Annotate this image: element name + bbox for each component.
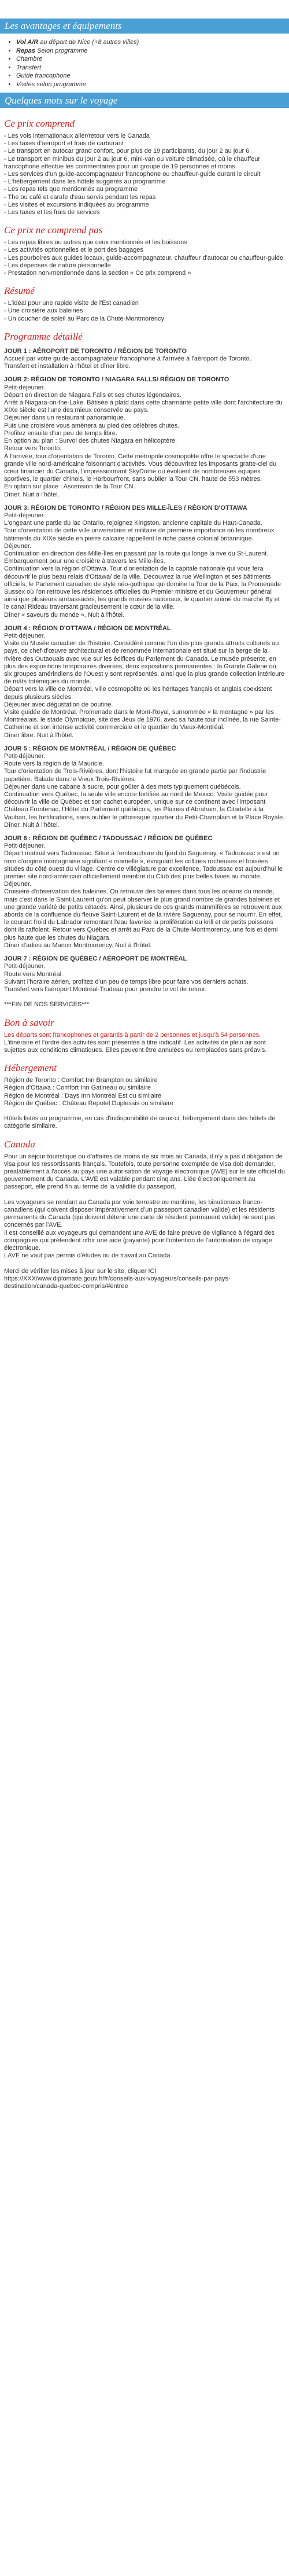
- advantage-label: Vol A/R: [16, 39, 39, 46]
- advantage-text: Visites selon programme: [16, 80, 86, 88]
- day-title: JOUR 5 : RÉGION DE MONTRÉAL / RÉGION DE QUÉBEC: [4, 745, 176, 752]
- advantage-item: [16, 80, 288, 89]
- advantage-item: [16, 47, 288, 56]
- good-to-know-heading: Bon à savoir: [4, 1017, 54, 1028]
- day-text: Accueil par votre guide-accompagnateur francophone à l'arrivée à l'aéroport de Toronto. Transfert et installation à l'hôtel et dîner libre.: [4, 355, 251, 370]
- advantages-banner: [0, 19, 289, 34]
- departure-guarantee: Les départs sont francophones et garantis à partir de 2 personnes et jusqu'à 54 personnes.: [4, 1031, 261, 1039]
- day-text: Petit-déjeuner. Route vers la région de la Mauricie. Tour d'orientation de Trois-Rivières, dont l'histoire fut marquée en grande partie par l'industrie papetière. Balade dans le Vieux Trois-Rivières. Déjeuner dans une cabane à sucre, pour goûter à des mets typiquement québécois. Continuation vers Québec, la seule ville encore fortifiée au nord de Mexico. Visite guidée pour découvrir la ville de Québec et son cachet européen, unique sur ce continent avec l'imposant Château Frontenac, l'Hôtel du Parlement québécois, les Plaines d'Abraham, la Citadelle à la Vauban, les fortifications, sans oublier le pittoresque quartier du Petit-Champlain et la Place Royale. Dîner. Nuit à l'hôtel.: [4, 753, 285, 829]
- day-text: Petit-déjeuner. Départ en direction de Niagara Falls et ses chutes légendaires. Arrêt à Niagara-on-the-Lake. Bâtisée à platd dans cette charmante petite ville dont l'architecture du XIXe siècle est l'une des mieux conservée au pays. Déjeuner dans un restaurant panoramique. Puis une croisière vous amènera au pied des célèbres chutes. Profitez ensuite d'un peu de temps libre. En option au plan : Survol des chutes Niagara en hélicoptère. Retour vers Toronto. À l'arrivée, tour d'orientation de Toronto. Cette métropole cosmopolite offre le spectacle d'une grande ville nord-américaine foisonnant d'activités. Vous découvrirez les imposants gratte-ciel du cœur financier du Canada, l'impressionnant SkyDome où évoluent de nombreuses équipes sportives, le quartier chinois, le Harbourfront, sans oublier la Tour CN, haute de 553 mètres. En option sur place : Ascension de la Tour CN. Dîner. Nuit à l'hôtel.: [4, 384, 283, 498]
- day-title: JOUR 7 : RÉGION DE QUÉBEC / AÉROPORT DE MONTRÉAL: [4, 955, 187, 963]
- advantage-text: Chambre: [16, 56, 43, 63]
- day-title: JOUR 2: RÉGION DE TORONTO / NIAGARA FALLS/ RÉGION DE TORONTO: [4, 376, 229, 384]
- summary-heading: Résumé: [4, 285, 35, 297]
- canada-heading: Canada: [4, 1138, 35, 1150]
- trip-content: [4, 116, 285, 2569]
- advantage-item: [16, 64, 288, 72]
- good-to-know-text: L'itinéraire et l'ordre des activités sont présentés à titre indicatif. Les activités de plein air sont sujettes aux conditions climatiques. Elles peuvent être annulées ou remplacées sans préavis.: [4, 1039, 267, 1054]
- advantage-text: Transfert: [16, 64, 42, 71]
- advantage-item: [16, 55, 288, 64]
- trip-banner: [0, 93, 289, 108]
- summary-text: - L'idéal pour une rapide visite de l'Est canadien - Une croisière aux baleines - Un coucher de soleil au Parc de la Chute-Montmorency: [4, 300, 164, 322]
- advantage-text: Guide francophone: [16, 72, 71, 80]
- day-text: Petit-déjeuner. Visite du Musée canadien de l'histoire. Considéré comme l'un des plus grands attraits culturels au pays, ce chef-d'œuvre architectural et de renommée internationale est situé sur la berge de la rivière des Outaouais avec vue sur les édifices du Parlement du Canada. Le musée présente, en plus des expositions temporaires diverses, deux expositions permanentes : la Grande Galerie où six groupes amérindiens de l'Ouest y sont représentés, ainsi que la plus grande collection intérieure de mâts totémiques du monde. Départ vers la ville de Montréal, ville cosmopolite où les héritages français et anglais coexistent depuis plusieurs siècles. Déjeuner avec dégustation de poutine. Visite guidée de Montréal. Promenade dans le Mont-Royal, surnommée « la montagne » par les Montréalais, le stade Olympique, site des Jeux de 1976, avec sa haute tour inclinée, la rue Sainte-Catherine et son intense activité commerciale et le quartier du Vieux-Montréal. Dîner libre. Nuit à l'hôtel.: [4, 632, 285, 739]
- advantage-item: [16, 38, 288, 47]
- canada-text: Pour un séjour touristique ou d'affaires de moins de six mois au Canada, il n'y a pas d'obligation de visa pour les ressortissants français. Toutefois, toute personne exemptée de visa doit demander, préalablement à l'accès au pays une autorisation de voyage électronique (AVE) sur le site officiel du gouvernement du Canada. L'AVE est valable pendant cinq ans. Liée électroniquement au passeport, elle prend fin au terme de la validité du passeport. Les voyageurs se rendant au Canada par voie terrestre ou maritime, les binationaux franco-canadiens (qui doivent disposer impérativement d'un passeport canadien valide) et les résidents permanents du Canada (qui doivent détenir une carte de résident permanent valide) ne sont pas concernés par l'AVE. Il est conseillé aux voyageurs qui demandent une AVE de faire preuve de vigilance à l'égard des compagnies qui prétendent offrir une aide (payante) pour l'obtention de l'autorisation de voyage électronique. LAVE ne vaut pas permis d'études ou de travail au Canada. Merci de vérifier les mises à jour sur le site, cliquer ICI https://XXX/www.diplomatie.gouv.fr/fr/conseils-aux-voyageurs/conseils-par-pays-destination/canada-quebec-compris/#entree: [4, 1153, 285, 1290]
- lodging-text: Région de Toronto : Comfort Inn Brampton ou similaire Région d'Ottawa : Comfort Inn Gatineau ou similaire Région de Montréal : Days Inn Montréal Est ou similaire Région de Québec : Château Repotel Duplessis ou similaire Hôtels listés au programme, en cas d'indisponibilité de ceux-ci, hébergement dans des hôtels de catégorie similaire.: [4, 1077, 276, 1130]
- not-included-heading: Ce prix ne comprend pas: [4, 225, 103, 236]
- advantage-label: Repas: [16, 47, 36, 54]
- day-title: JOUR 1 : AÉROPORT DE TORONTO / RÉGION DE TORONTO: [4, 347, 187, 355]
- day-title: JOUR 3: RÉGION DE TORONTO / RÉGION DES MILLE-ÎLES / RÉGION D'OTTAWA: [4, 504, 247, 511]
- included-text: - Les vols internationaux aller/retour vers le Canada - Les taxes d'aéroport et frais de carburant - Le transport en autocar grand confort, pour plus de 19 participants, du jour 2 au jour 6 - Le transport en minibus du jour 2 au jour 6, mini-van ou voiture climatisée, où le chauffeur francophone effectue les commentaires pour un groupe de 19 personnes et moins - Les services d'un guide-accompagnateur francophone ou chauffeur-guide durant le circuit - L'hébergement dans les hôtels suggérés au programme - Les repas tels que mentionnés au programme - The ou café et carafe d'eau servis pendant les repas - Les visites et excursions indiquées au programme - Les taxes et les frais de services: [4, 133, 261, 216]
- day-title: JOUR 4 : RÉGION D'OTTAWA / RÉGION DE MONTRÉAL: [4, 624, 171, 632]
- program-days: [4, 348, 285, 1009]
- day-text: Petit-déjeuner. L'ongeant une partie du lac Ontario, rejoignez Kingston, ancienne capitale du Haut-Canada. Tour d'orientation de cette ville universitaire et militaire de première importance où les nombreux bâtiments du XIXe siècle en pierre calcaire rappellent le riche passé colonial britannique. Déjeuner. Continuation en direction des Mille-Îles en passant par la route qui longe la rive du St-Laurent. Embarquement pour une croisière à travers les Mille-Îles. Continuation vers la région d'Ottawa. Tour d'orientation de la capitale nationale qui vous fera découvrir le plus beau relais d'Ottawa/ de la ville. Découvrez la rue Wellington et ses bâtiments officiels, le Parlement canadien de style néo-gothique qui domine la Tour de la Paix, la Promenade Sussex où l'on retrouve les résidences officielles du Premier ministre et du Gouverneur général ainsi que plusieurs ambassades, les grands musées nationaux, le quartier animé du marché By et le canal Rideau traversant gracieusement le cœur de la ville. Dîner « saveurs du monde ». Nuit à l'hôtel.: [4, 511, 281, 619]
- day-title: JOUR 6 : RÉGION DE QUÉBEC / TADOUSSAC / RÉGION DE QUÉBEC: [4, 835, 213, 842]
- lodging-heading: Hébergement: [4, 1062, 57, 1074]
- day-text: Petit-déjeuner. Départ matinal vers Tadoussac. Situé à l'embouchure du fjord du Saguenay, « Tadoussac » est un nom d'origine montagnaise signifiant « mamelle », évoquant les collines rocheuses et boisées situées du côté ouest du village. Centre de villégiature par excellence, Tadoussac est aujourd'hui le premier site nord-américain officiellement membre du Club des plus belles baies au monde. Déjeuner. Croisière d'observation des baleines. On retrouve des baleines dans tous les océans du monde, mais c'est dans le Saint-Laurent qu'on peut observer le plus grand nombre de grandes baleines et une grande variété de petits cétacés. Ainsi, plusieurs de ces grands mammifères se retrouvent aux abords de la confluence du fleuve Saint-Laurent et de la rivière Saguenay, pour se nourrir. En effet, le courant froid du Labrador remontant l'eau favorise la prolifération du krill et de petits poissons dont ils raffolent. Retour vers Québec et arrêt au Parc de la Chute-Montmorency, une fois et demi plus haute que les chutes du Niagara. Dîner d'adieu au Manoir Montmorency. Nuit à l'hôtel.: [4, 842, 283, 949]
- day-text: Petit-déjeuner. Route vers Montréal. Suivant l'horaire aérien, profitez d'un peu de temps libre pour faire vos derniers achats. Transfert vers l'aéroport Montréal-Trudeau pour prendre le vol de retour. ***FIN DE NOS SERVICES***: [4, 963, 249, 1009]
- advantage-item: [16, 72, 288, 80]
- included-heading: Ce prix comprend: [4, 118, 75, 129]
- advantage-text: Selon programme: [35, 47, 88, 54]
- advantages-title: Les avantages et équipements: [5, 20, 122, 31]
- advantages-list: [8, 38, 288, 89]
- advantage-text: au départ de Nice (+8 autres villes): [38, 39, 139, 46]
- program-heading: Programme détaillé: [4, 330, 83, 342]
- not-included-text: - Les repas libres ou autres que ceux mentionnés et les boissons - Les activités optionnelles et le port des bagages - Les pourboires aux guides locaux, guide-accompagnateur, chauffeur d'autocar ou chauffeur-guide - Les dépenses de nature personnelle - Prestation non-mentionnée dans la section « Ce prix comprend »: [4, 239, 283, 277]
- trip-title: Quelques mots sur le voyage: [5, 94, 118, 106]
